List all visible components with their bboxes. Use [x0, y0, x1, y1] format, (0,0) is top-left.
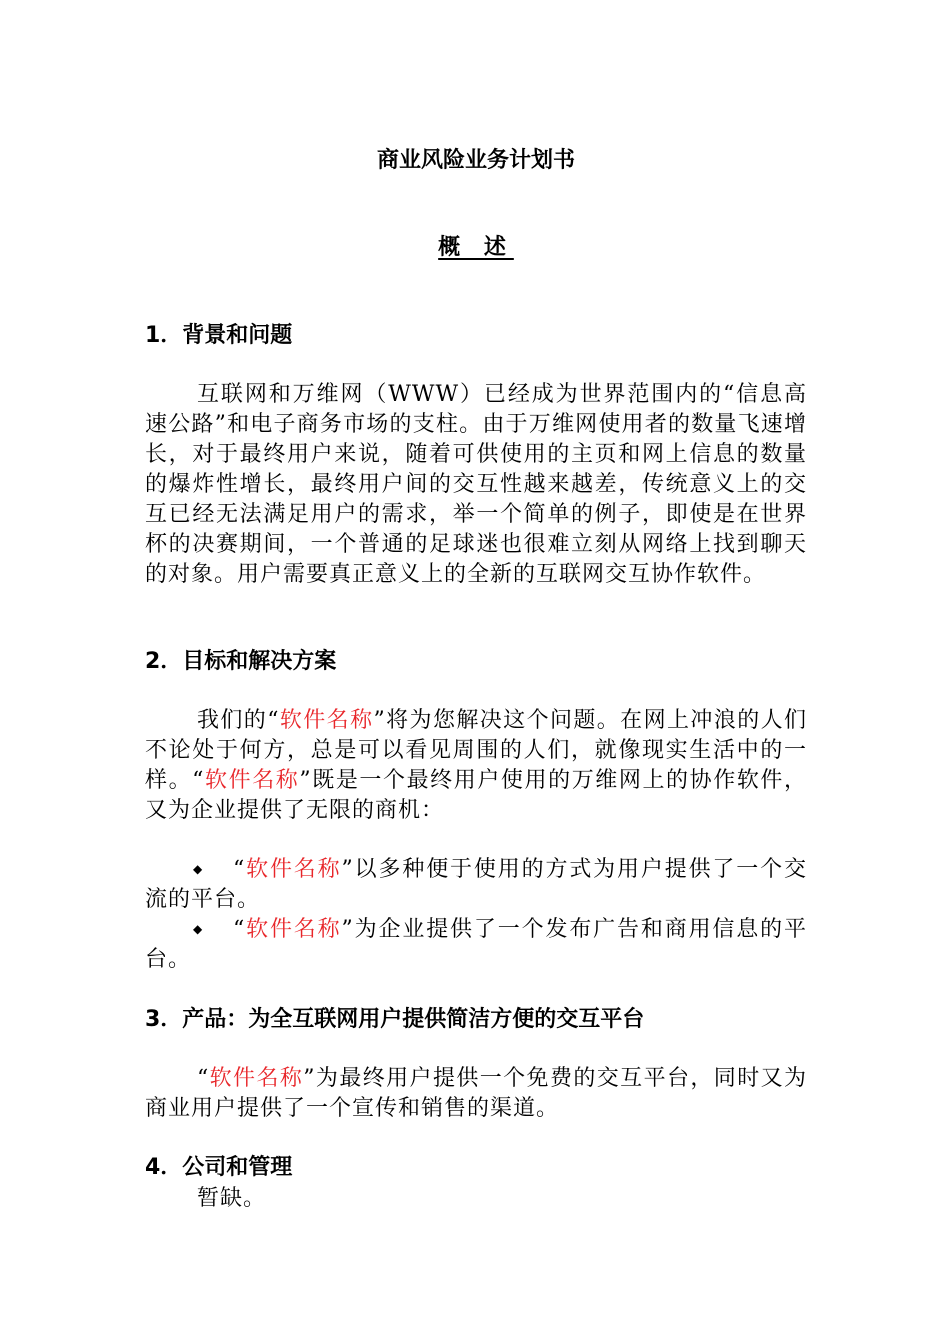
text-run: ”为企业提供了一个发布广告和商用信息的平台。	[145, 917, 807, 972]
bullet-item	[145, 914, 807, 975]
text-run: “	[197, 1066, 210, 1091]
software-name: 软件名称	[245, 917, 342, 942]
document-title: 商业风险业务计划书	[376, 148, 575, 173]
overview-heading	[145, 232, 807, 264]
text-run: 我们的“	[197, 708, 280, 733]
software-name: 软件名称	[245, 857, 342, 882]
software-name: 软件名称	[209, 1066, 304, 1091]
text-run: ”为最终用户提供一个免费的交互平台，同时又为商业用户提供了一个宣传和销售的渠道。	[145, 1066, 807, 1121]
diamond-bullet-icon: ◆	[193, 922, 204, 936]
overview-text: 概 述	[438, 235, 514, 260]
text-run: ”以多种便于使用的方式为用户提供了一个交流的平台。	[145, 857, 807, 912]
section-4-heading: 4．公司和管理	[145, 1155, 293, 1180]
section-4-paragraph: 暂缺。	[197, 1186, 267, 1211]
section-3-paragraph	[145, 1064, 807, 1124]
section-1-paragraph: 互联网和万维网（WWW）已经成为世界范围内的“信息高速公路”和电子商务市场的支柱。由于万维网使用者的数量飞速增长，对于最终用户来说，随着可供使用的主页和网上信息的数量的爆炸性增长，最终用户间的交互性越来越差，传统意义上的交互已经无法满足用户的需求，举一个简单的例子，即使是在世界杯的决赛期间，一个普通的足球迷也很难立刻从网络上找到聊天的对象。用户需要真正意义上的全新的互联网交互协作软件。	[145, 382, 807, 587]
section-2-heading: 2．目标和解决方案	[145, 649, 337, 674]
software-name: 软件名称	[204, 768, 300, 793]
text-run: ”将为您解决这个问题。在网上冲浪的人们不论处于何方，总是可以看见周围的人们，就像现实生活中的一样。“	[145, 708, 808, 793]
text-run: “	[233, 917, 246, 942]
section-1-heading: 1．背景和问题	[145, 323, 293, 348]
text-run: “	[233, 857, 246, 882]
section-2-paragraph	[145, 706, 807, 826]
bullet-item	[145, 854, 807, 915]
software-name: 软件名称	[279, 708, 374, 733]
text-run: ”既是一个最终用户使用的万维网上的协作软件，又为企业提供了无限的商机：	[145, 768, 808, 823]
section-3-heading: 3．产品：为全互联网用户提供简洁方便的交互平台	[145, 1007, 645, 1032]
diamond-bullet-icon: ◆	[193, 862, 204, 876]
